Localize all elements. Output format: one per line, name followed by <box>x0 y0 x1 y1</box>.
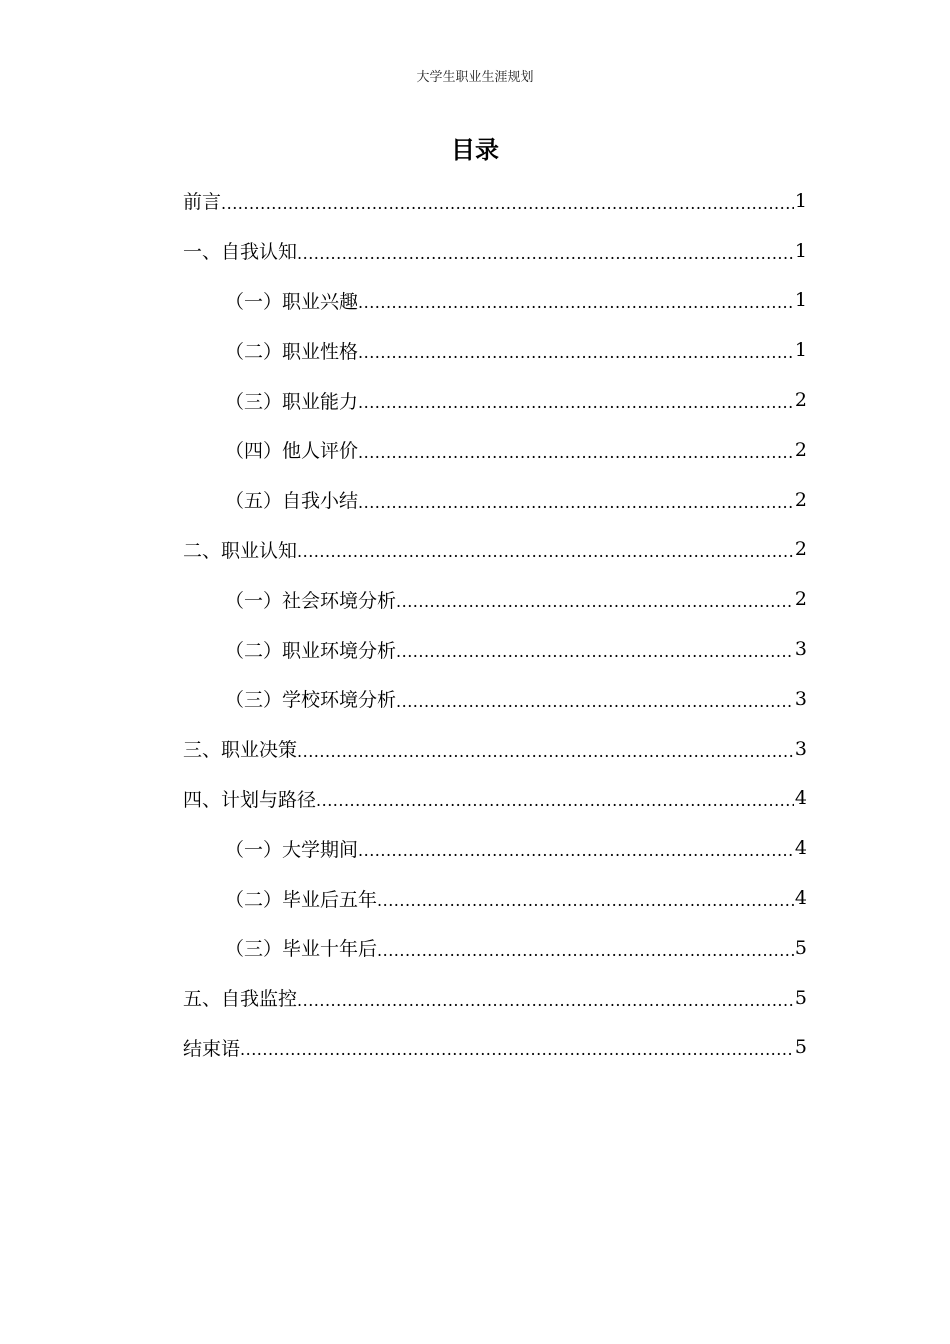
toc-page-number: 2 <box>794 588 807 611</box>
toc-dot-leader <box>297 740 794 762</box>
toc-page-number: 3 <box>794 737 807 760</box>
toc-entry-career-decision[interactable] <box>183 724 807 774</box>
toc-dot-leader <box>396 640 794 662</box>
toc-entry-preface[interactable] <box>183 176 807 226</box>
toc-entry-school-environment[interactable] <box>183 674 807 724</box>
toc-entry-social-environment[interactable] <box>183 574 807 624</box>
toc-page-number: 1 <box>794 189 807 212</box>
toc-dot-leader <box>358 291 794 313</box>
toc-entry-label: 结束语 <box>183 1037 241 1060</box>
toc-entry-label: 二、职业认知 <box>183 539 298 562</box>
toc-page-number: 4 <box>794 787 807 810</box>
toc-entry-ten-years-after-graduation[interactable] <box>183 923 807 973</box>
toc-dot-leader <box>221 192 794 214</box>
toc-entry-label: 一、自我认知 <box>183 241 298 264</box>
toc-entry-career-cognition[interactable] <box>183 525 807 575</box>
toc-entry-label: （二）毕业后五年 <box>225 888 378 911</box>
toc-entry-conclusion[interactable] <box>183 1023 807 1073</box>
toc-page-number: 5 <box>794 986 807 1009</box>
toc-dot-leader <box>396 590 794 612</box>
toc-page-number: 4 <box>794 887 807 910</box>
toc-entry-career-interest[interactable] <box>183 276 807 326</box>
toc-dot-leader <box>358 491 794 513</box>
toc-title: 目录 <box>451 136 499 164</box>
toc-entry-self-cognition[interactable] <box>183 226 807 276</box>
toc-dot-leader <box>358 441 794 463</box>
toc-page-number: 5 <box>794 936 807 959</box>
toc-entry-five-years-after-graduation[interactable] <box>183 873 807 923</box>
toc-entry-label: （三）学校环境分析 <box>225 689 397 712</box>
toc-page-number: 2 <box>794 488 807 511</box>
toc-entry-label: （二）职业性格 <box>225 340 359 363</box>
toc-dot-leader <box>377 939 794 961</box>
toc-entry-label: （四）他人评价 <box>225 440 359 463</box>
toc-page-number: 3 <box>794 687 807 710</box>
toc-page-number: 2 <box>794 438 807 461</box>
toc-entry-self-monitoring[interactable] <box>183 973 807 1023</box>
toc-dot-leader <box>377 889 794 911</box>
toc-entry-label: （一）职业兴趣 <box>225 290 359 313</box>
page-header: 大学生职业生涯规划 <box>416 70 534 85</box>
toc-entry-plan-and-path[interactable] <box>183 774 807 824</box>
toc-page-number: 2 <box>794 538 807 561</box>
toc-dot-leader <box>396 690 794 712</box>
toc-entry-label: （一）社会环境分析 <box>225 589 397 612</box>
toc-entry-label: （五）自我小结 <box>225 490 359 513</box>
toc-entry-career-personality[interactable] <box>183 325 807 375</box>
toc-dot-leader <box>297 242 794 264</box>
toc-page-number: 1 <box>794 239 807 262</box>
toc-entry-label: （三）职业能力 <box>225 390 359 413</box>
toc-entry-label: （一）大学期间 <box>225 838 359 861</box>
toc-dot-leader <box>358 341 794 363</box>
toc-entry-label: 五、自我监控 <box>183 988 298 1011</box>
toc-dot-leader <box>297 540 794 562</box>
toc-dot-leader <box>316 789 794 811</box>
toc-page-number: 1 <box>794 289 807 312</box>
toc-entry-career-environment[interactable] <box>183 624 807 674</box>
toc-entry-others-evaluation[interactable] <box>183 425 807 475</box>
toc-entry-label: 前言 <box>183 191 222 214</box>
toc-entry-label: 三、职业决策 <box>183 739 298 762</box>
toc-page-number: 1 <box>794 339 807 362</box>
toc-dot-leader <box>240 1038 794 1060</box>
toc-entry-self-summary[interactable] <box>183 475 807 525</box>
toc-entry-career-ability[interactable] <box>183 375 807 425</box>
toc-dot-leader <box>297 989 794 1011</box>
toc-page-number: 5 <box>794 1036 807 1059</box>
toc-page-number: 3 <box>794 638 807 661</box>
table-of-contents <box>183 176 807 1072</box>
toc-page-number: 2 <box>794 389 807 412</box>
toc-page-number: 4 <box>794 837 807 860</box>
toc-entry-during-university[interactable] <box>183 823 807 873</box>
toc-dot-leader <box>358 839 794 861</box>
toc-entry-label: 四、计划与路径 <box>183 788 317 811</box>
toc-dot-leader <box>358 391 794 413</box>
toc-entry-label: （二）职业环境分析 <box>225 639 397 662</box>
toc-entry-label: （三）毕业十年后 <box>225 938 378 961</box>
